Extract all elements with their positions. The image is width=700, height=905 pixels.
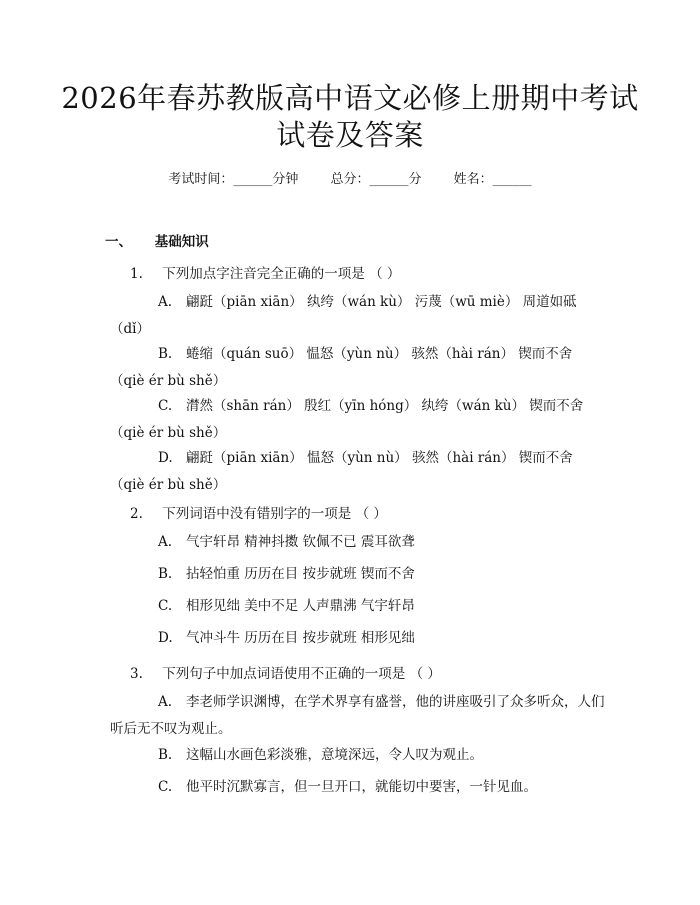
question-1-option-b [110,341,605,395]
option-letter: A. [158,294,173,310]
question-text: 下列词语中没有错别字的一项是 （ ） [162,506,387,522]
option-letter: A. [158,534,173,550]
question-2-option-b [110,561,605,588]
student-name: 姓名：______ [453,172,532,187]
section-number: 一、 [105,234,132,250]
question-number: 3. [130,666,143,682]
option-letter: C. [158,398,173,414]
option-text: 蜷缩（quán suō） 愠怒（yùn nù） 骇然（hài rán） 锲而不舍（qiè ér bù shě） [110,346,573,389]
option-text: 相形见绌 美中不足 人声鼎沸 气宇轩昂 [186,598,415,614]
option-text: 这幅山水画色彩淡雅，意境深远，令人叹为观止。 [186,747,483,763]
exam-meta [0,168,700,187]
option-text: 气冲斗牛 历历在目 按步就班 相形见绌 [186,630,415,646]
exam-score: 总分：______分 [330,172,422,187]
question-1-option-a [110,289,605,343]
option-text: 翩跹（piān xiān） 纨绔（wán kù） 污蔑（wū miè） 周道如砥（dǐ） [110,294,577,337]
option-letter: B. [158,566,173,582]
question-text: 下列句子中加点词语使用不正确的一项是 （ ） [162,666,441,682]
section-heading [105,230,209,250]
question-1-option-d [110,445,605,499]
question-3-option-a [110,689,605,743]
question-number: 1. [130,266,143,282]
option-letter: C. [158,779,173,795]
section-title: 基础知识 [154,234,209,250]
option-text: 他平时沉默寡言，但一旦开口，就能切中要害，一针见血。 [186,779,537,795]
question-1 [130,262,400,282]
option-text: 潸然（shān rán） 殷红（yīn hóng） 纨绔（wán kù） 锲而不舍（qiè ér bù shě） [110,398,584,441]
option-letter: D. [158,630,173,646]
document-title: 2026年春苏教版高中语文必修上册期中考试试卷及答案 [61,81,639,152]
question-3-option-c [110,774,605,801]
option-letter: B. [158,747,173,763]
question-3 [130,662,441,682]
question-3-option-b [110,742,605,769]
question-1-option-c [110,393,605,447]
option-text: 李老师学识渊博，在学术界享有盛誉，他的讲座吸引了众多听众，人们听后无不叹为观止。 [110,694,605,737]
option-text: 拈轻怕重 历历在目 按步就班 锲而不舍 [186,566,415,582]
question-2 [130,502,387,522]
option-letter: A. [158,694,173,710]
question-2-option-a [110,529,605,556]
question-2-option-c [110,593,605,620]
question-text: 下列加点字注音完全正确的一项是 （ ） [162,266,401,282]
question-2-option-d [110,625,605,652]
option-letter: B. [158,346,173,362]
option-text: 翩跹（piān xiān） 愠怒（yùn nù） 骇然（hài rán） 锲而不舍（qiè ér bù shě） [110,450,573,493]
option-letter: D. [158,450,173,466]
exam-time: 考试时间：______分钟 [168,172,299,187]
question-number: 2. [130,506,143,522]
option-text: 气宇轩昂 精神抖擞 钦佩不已 震耳欲聋 [186,534,415,550]
option-letter: C. [158,598,173,614]
